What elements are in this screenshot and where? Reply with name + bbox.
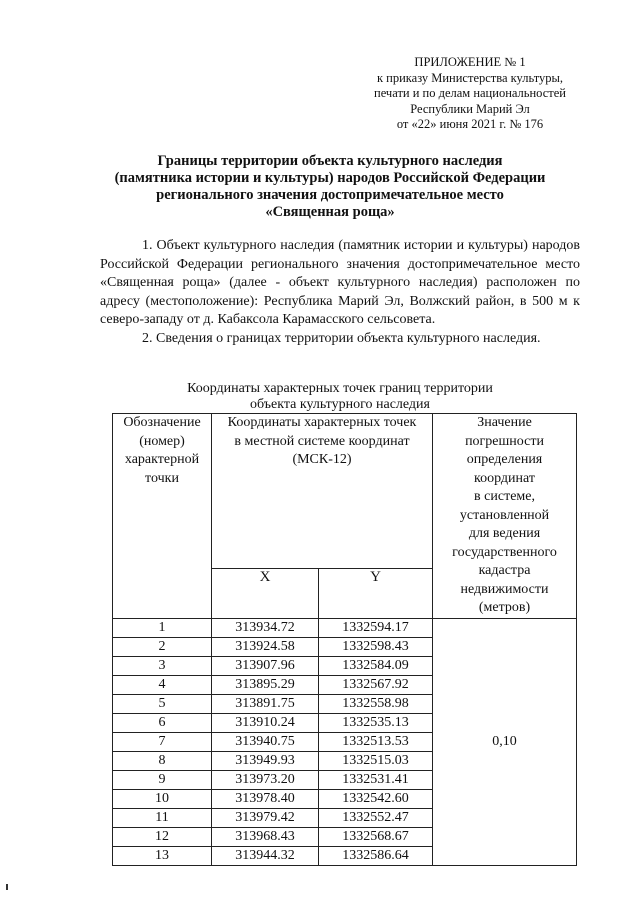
header-coordinates-line: (МСК-12) <box>292 452 352 467</box>
coordinate-y: 1332513.53 <box>319 732 433 751</box>
title-line: регионального значения достопримечательное место <box>156 187 504 203</box>
header-accuracy-line: погрешности <box>465 433 544 449</box>
point-number: 2 <box>113 637 212 656</box>
header-coordinates-line: в местной системе координат <box>234 433 410 449</box>
table-caption <box>120 381 560 413</box>
coordinate-x: 313978.40 <box>212 789 319 808</box>
header-accuracy-line: кадастра <box>478 563 531 578</box>
coordinate-y: 1332558.98 <box>319 694 433 713</box>
point-number: 9 <box>113 770 212 789</box>
header-point-line: характерной <box>124 452 200 467</box>
scan-mark <box>6 884 8 890</box>
header-accuracy-line: в системе, <box>474 489 535 504</box>
header-accuracy-line: государственного <box>452 544 557 560</box>
point-number: 13 <box>113 846 212 865</box>
header-x: X <box>212 569 319 618</box>
coordinate-y: 1332598.43 <box>319 637 433 656</box>
title-line: Границы территории объекта культурного наследия <box>157 153 503 169</box>
point-number: 7 <box>113 732 212 751</box>
header-accuracy-line: Значение <box>477 415 532 430</box>
title-line: (памятника истории и культуры) народов Российской Федерации <box>114 170 546 186</box>
coordinate-x: 313934.72 <box>212 618 319 637</box>
point-number: 1 <box>113 618 212 637</box>
coordinate-x: 313924.58 <box>212 637 319 656</box>
header-point-line: (номер) <box>139 433 185 449</box>
header-accuracy-line: недвижимости <box>460 581 549 597</box>
paragraph-1: 1. Объект культурного наследия (памятник истории и культуры) народов Российской Федерации регионального значения достопримечательное место «Священная роща» (далее - объект культурного наследия) расположен по адресу (местоположение): Республика Марий Эл, Волжский район, в 500 м к северо-западу от д. Кабаксола Карамасского сельсовета. <box>100 238 580 327</box>
header-point-line: точки <box>145 470 179 486</box>
header-accuracy-line: (метров) <box>478 600 531 615</box>
coordinate-y: 1332552.47 <box>319 808 433 827</box>
header-point <box>113 414 212 619</box>
header-accuracy <box>433 414 577 619</box>
coordinate-x: 313940.75 <box>212 732 319 751</box>
coordinate-y: 1332535.13 <box>319 713 433 732</box>
point-number: 12 <box>113 827 212 846</box>
point-number: 3 <box>113 656 212 675</box>
caption-line: объекта культурного наследия <box>250 397 430 412</box>
accuracy-value: 0,10 <box>433 618 577 865</box>
coordinate-x: 313944.32 <box>212 846 319 865</box>
coordinate-y: 1332586.64 <box>319 846 433 865</box>
appendix-line: Республики Марий Эл <box>410 101 530 116</box>
point-number: 8 <box>113 751 212 770</box>
coordinate-x: 313979.42 <box>212 808 319 827</box>
point-number: 6 <box>113 713 212 732</box>
title-line: «Священная роща» <box>265 204 395 220</box>
body-text <box>100 237 580 348</box>
header-y: Y <box>319 569 433 618</box>
header-point-line: Обозначение <box>123 415 201 430</box>
coordinate-y: 1332515.03 <box>319 751 433 770</box>
header-accuracy-line: координат <box>474 470 535 486</box>
coordinate-y: 1332531.41 <box>319 770 433 789</box>
header-accuracy-line: определения <box>466 452 543 467</box>
point-number: 4 <box>113 675 212 694</box>
appendix-line: печати и по делам национальностей <box>374 86 566 100</box>
coordinate-x: 313973.20 <box>212 770 319 789</box>
header-coordinates <box>212 414 433 569</box>
coordinate-x: 313891.75 <box>212 694 319 713</box>
coordinate-y: 1332594.17 <box>319 618 433 637</box>
appendix-line: к приказу Министерства культуры, <box>376 70 564 85</box>
header-accuracy-line: для ведения <box>468 526 541 541</box>
coordinate-x: 313968.43 <box>212 827 319 846</box>
appendix-title: ПРИЛОЖЕНИЕ № 1 <box>414 55 526 69</box>
table-row <box>113 618 577 637</box>
coordinate-y: 1332567.92 <box>319 675 433 694</box>
point-number: 11 <box>113 808 212 827</box>
coordinate-y: 1332542.60 <box>319 789 433 808</box>
paragraph-2: 2. Сведения о границах территории объекта культурного наследия. <box>142 330 541 346</box>
point-number: 5 <box>113 694 212 713</box>
appendix-header <box>350 55 590 133</box>
coordinate-x: 313895.29 <box>212 675 319 694</box>
appendix-line: от «22» июня 2021 г. № 176 <box>396 117 544 131</box>
coordinate-x: 313907.96 <box>212 656 319 675</box>
coordinates-table <box>112 413 577 866</box>
coordinate-x: 313949.93 <box>212 751 319 770</box>
header-coordinates-line: Координаты характерных точек <box>227 415 417 430</box>
coordinate-y: 1332568.67 <box>319 827 433 846</box>
caption-line: Координаты характерных точек границ территории <box>187 381 493 396</box>
point-number: 10 <box>113 789 212 808</box>
header-accuracy-line: установленной <box>459 507 550 523</box>
document-title <box>90 153 570 221</box>
coordinate-x: 313910.24 <box>212 713 319 732</box>
coordinate-y: 1332584.09 <box>319 656 433 675</box>
